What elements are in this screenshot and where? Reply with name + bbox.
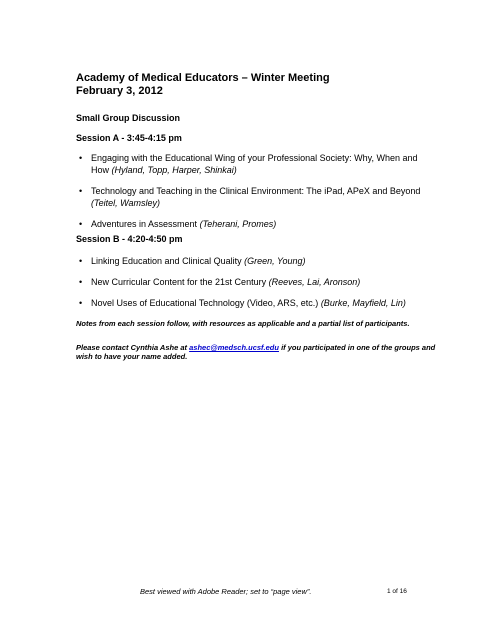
contact-paragraph [76,343,436,361]
contact-text-suffix: if you participated in one of the groups and wish to have your name added. [76,343,436,361]
topic-title: Adventures in Assessment [91,219,198,229]
list-item [76,255,436,267]
footer-viewing-tip: Best viewed with Adobe Reader; set to “page view”. [140,587,312,596]
document-header [76,72,330,98]
list-item [76,297,436,309]
session-b-topic-list [76,255,436,318]
footer-page-number: 1 of 16 [387,588,407,595]
section-title: Small Group Discussion [76,113,181,123]
list-item [76,185,436,209]
notes-paragraph: Notes from each session follow, with resources as applicable and a partial list of participants. [76,319,410,328]
contact-email-link[interactable]: ashec@medsch.ucsf.edu [189,343,279,352]
topic-title: Novel Uses of Educational Technology (Video, ARS, etc.) [91,298,319,308]
topic-authors: (Teherani, Promes) [199,219,277,229]
document-title: Academy of Medical Educators – Winter Meeting [76,72,330,84]
topic-title: Technology and Teaching in the Clinical Environment: The iPad, APeX and Beyond [91,186,421,196]
topic-title: Engaging with the Educational Wing of your Professional Society: Why, When and How [91,153,418,175]
contact-text-prefix: Please contact Cynthia Ashe at [76,343,188,352]
topic-authors: (Reeves, Lai, Aronson) [268,277,361,287]
topic-authors: (Teitel, Wamsley) [91,198,161,208]
topic-authors: (Green, Young) [244,256,306,266]
list-item [76,218,436,230]
topic-title: Linking Education and Clinical Quality [91,256,242,266]
session-b-heading: Session B - 4:20-4:50 pm [76,234,183,244]
session-a-topic-list [76,152,436,239]
topic-authors: (Burke, Mayfield, Lin) [320,298,406,308]
list-item [76,152,436,176]
topic-title: New Curricular Content for the 21st Century [91,277,267,287]
list-item [76,276,436,288]
topic-authors: (Hyland, Topp, Harper, Shinkai) [111,165,237,175]
session-a-heading: Session A - 3:45-4:15 pm [76,133,182,143]
document-date: February 3, 2012 [76,85,163,97]
